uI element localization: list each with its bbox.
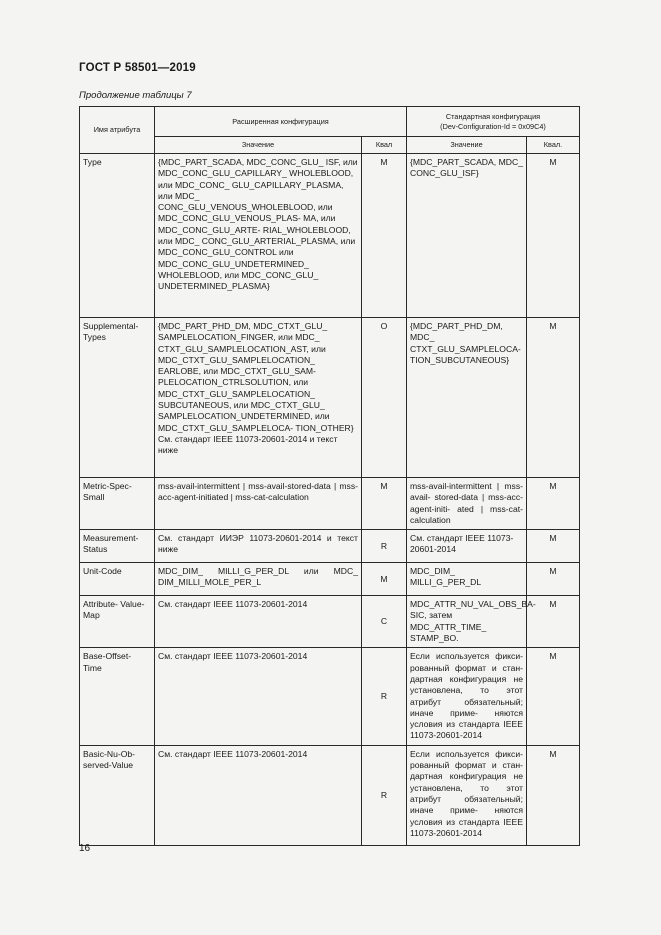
ext-value-cell: {MDC_PART_SCADA, MDC_CONC_GLU_ ISF, или MDC_CONC_GLU_CAPILLARY_ WHOLEBLOOD, или MDC_CONC_ GLU_CAPILLARY_PLASMA, или MDC_ CONC_GLU_VENOUS_WHOLEBLOOD, или MDC_CONC_GLU_VENOUS_PLAS- MA, или MDC_CONC_GLU_ARTE- RIAL_WHOLEBLOOD, или MDC_ CONC_GLU_ARTERIAL_PLASMA, или MDC_CONC_GLU_CONTROL или MDC_CONC_GLU_UNDETERMINED_ WHOLEBLOOD, или MDC_CONC_GLU_ UNDETERMINED_PLASMA} [155, 154, 362, 318]
ext-qual-cell: M [362, 563, 407, 596]
attr-name-cell: Metric-Spec- Small [80, 478, 155, 530]
std-qual-subheader: Квал. [527, 137, 580, 154]
std-qual-cell: M [527, 530, 580, 563]
table-row [80, 596, 580, 648]
attr-name-cell: Measurement- Status [80, 530, 155, 563]
std-value-cell: mss-avail-intermittent | mss-avail- stored-data | mss-acc-agent-initi- ated | mss-cat-calculation [407, 478, 527, 530]
table-caption: Продолжение таблицы 7 [79, 90, 192, 101]
table-subheader-row [80, 137, 580, 154]
attr-name-cell: Basic-Nu-Ob- served-Value [80, 745, 155, 845]
ext-value-cell: mss-avail-intermittent | mss-avail-stored-data | mss-acc-agent-initiated | mss-cat-calculation [155, 478, 362, 530]
attr-name-cell: Attribute- Value-Map [80, 596, 155, 648]
std-value-cell: {MDC_PART_SCADA, MDC_ CONC_GLU_ISF} [407, 154, 527, 318]
ext-qual-cell: R [362, 745, 407, 845]
ext-qual-cell: O [362, 318, 407, 478]
standard-config-title: Стандартная конфигурация [445, 111, 541, 121]
attr-name-cell: Unit-Code [80, 563, 155, 596]
page-number: 16 [79, 843, 91, 854]
col-standard-config-header [407, 107, 580, 137]
standard-config-id: (Dev-Configuration-Id = 0x09C4) [440, 121, 546, 131]
std-value-cell: MDC_DIM_ MILLI_G_PER_DL [407, 563, 527, 596]
ext-qual-cell: M [362, 154, 407, 318]
attr-name-cell: Supplemental- Types [80, 318, 155, 478]
document-header: ГОСТ Р 58501—2019 [79, 62, 196, 74]
std-qual-cell: M [527, 478, 580, 530]
ext-qual-subheader: Квал [362, 137, 407, 154]
std-qual-cell: M [527, 648, 580, 745]
std-qual-cell: M [527, 154, 580, 318]
ext-value-cell: См. стандарт IEEE 11073-20601-2014 [155, 745, 362, 845]
std-qual-cell: M [527, 563, 580, 596]
std-value-cell: {MDC_PART_PHD_DM, MDC_ CTXT_GLU_SAMPLELOCA- TION_SUBCUTANEOUS} [407, 318, 527, 478]
col-extended-config-header: Расширенная конфигурация [155, 107, 407, 137]
std-qual-cell: M [527, 596, 580, 648]
std-value-cell: MDC_ATTR_NU_VAL_OBS_BA- SIC, затем MDC_ATTR_TIME_ STAMP_BO. [407, 596, 527, 648]
attr-name-cell: Type [80, 154, 155, 318]
ext-value-cell: {MDC_PART_PHD_DM, MDC_CTXT_GLU_ SAMPLELOCATION_FINGER, или MDC_ CTXT_GLU_SAMPLELOCATION_AST, или MDC_CTXT_GLU_SAMPLELOCATION_ EARLOBE, или MDC_CTXT_GLU_SAM- PLELOCATION_CTRLSOLUTION, или MDC_CTXT_GLU_SAMPLELOCATION_ SUBCUTANEOUS, или MDC_CTXT_GLU_ SAMPLELOCATION_UNDETERMINED, или MDC_CTXT_GLU_SAMPLELOCA- TION_OTHER} См. стандарт IEEE 11073-20601-2014 и текст ниже [155, 318, 362, 478]
table-header-row [80, 107, 580, 137]
table-row [80, 478, 580, 530]
std-value-subheader: Значение [407, 137, 527, 154]
ext-qual-cell: M [362, 478, 407, 530]
std-value-cell: Если используется фикси- рованный формат и стан- дартная конфигурация не установлена, то этот атрибут обязательный; иначе приме- няются условия из стандарта IEEE 11073-20601-2014 [407, 648, 527, 745]
table-row [80, 648, 580, 745]
table-row [80, 530, 580, 563]
ext-qual-cell: R [362, 530, 407, 563]
ext-value-cell: См. стандарт IEEE 11073-20601-2014 [155, 648, 362, 745]
table-row [80, 745, 580, 845]
std-qual-cell: M [527, 318, 580, 478]
std-qual-cell: M [527, 745, 580, 845]
ext-value-cell: MDC_DIM_ MILLI_G_PER_DL или MDC_ DIM_MILLI_MOLE_PER_L [155, 563, 362, 596]
ext-qual-cell: R [362, 648, 407, 745]
table-row [80, 318, 580, 478]
table-row [80, 154, 580, 318]
table-row [80, 563, 580, 596]
std-value-cell: См. стандарт IEEE 11073-20601-2014 [407, 530, 527, 563]
ext-value-cell: См. стандарт IEEE 11073-20601-2014 [155, 596, 362, 648]
attr-name-cell: Base-Offset- Time [80, 648, 155, 745]
std-value-cell: Если используется фикси- рованный формат и стан- дартная конфигурация не установлена, то этот атрибут обязательный; иначе приме- няются условия из стандарта IEEE 11073-20601-2014 [407, 745, 527, 845]
ext-value-subheader: Значение [155, 137, 362, 154]
ext-value-cell: См. стандарт ИИЭР 11073-20601-2014 и текст ниже [155, 530, 362, 563]
col-attr-name-header: Имя атрибута [80, 107, 155, 154]
ext-qual-cell: C [362, 596, 407, 648]
attribute-table [79, 106, 580, 846]
